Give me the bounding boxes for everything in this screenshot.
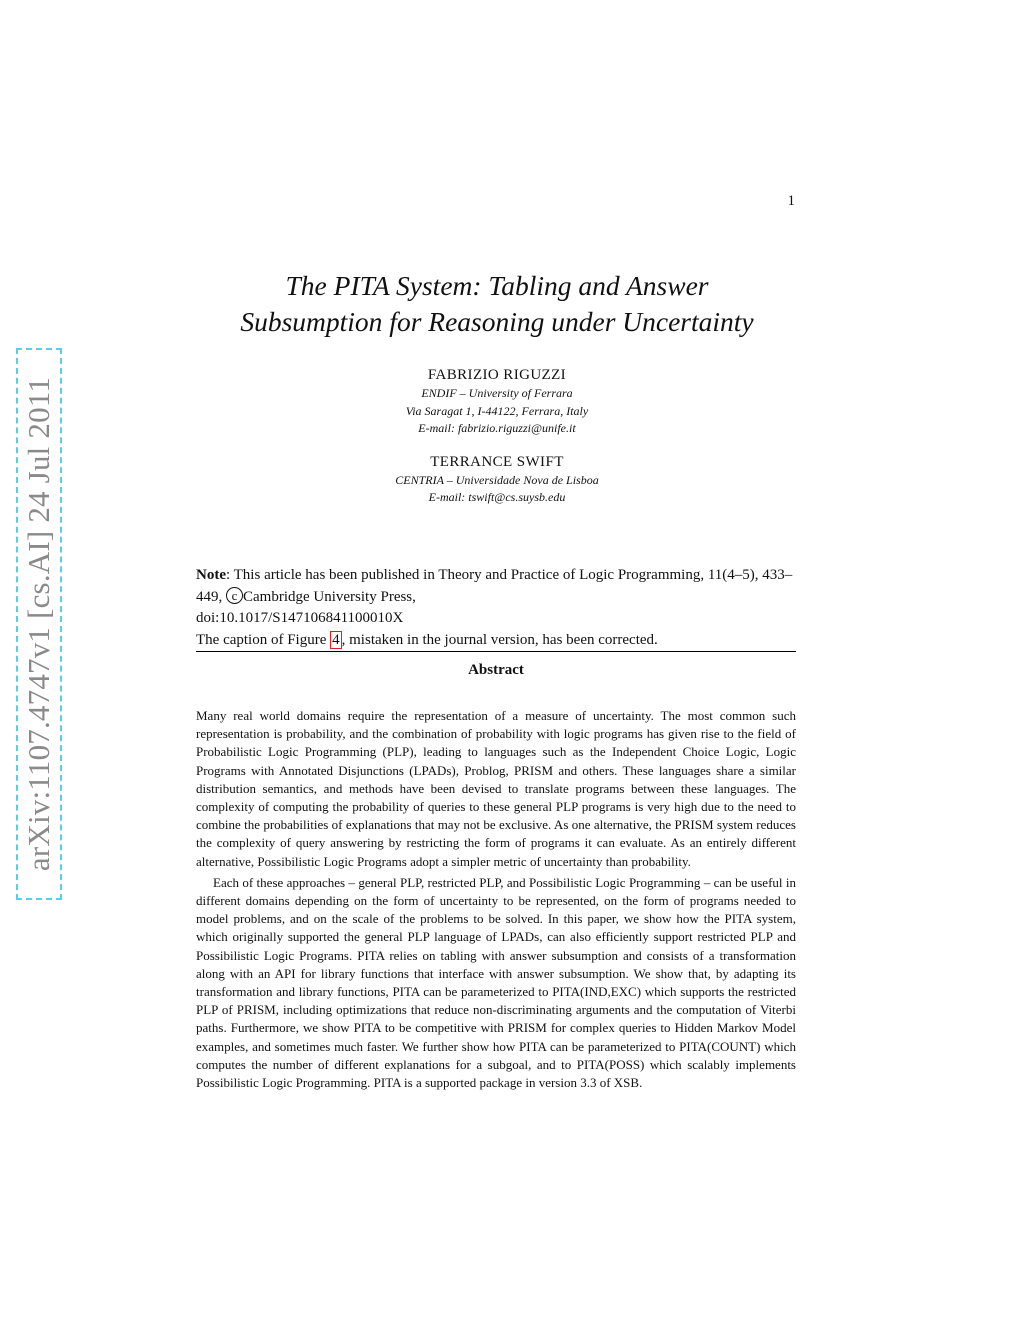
arxiv-identifier: arXiv:1107.4747v1 [cs.AI] 24 Jul 2011: [21, 376, 56, 872]
author-email: E-mail: tswift@cs.suysb.edu: [428, 490, 566, 504]
page-number: 1: [787, 193, 795, 209]
abstract-paragraph: Many real world domains require the representation of a measure of uncertainty. The most common such representation is probability, and the combination of probability with logic programs has given rise to the field of Probabilistic Logic Programming (PLP), leading to languages such as the Independent Choice Logic, Logic Programs with Annotated Disjunctions (LPADs), Problog, PRISM and others. These languages share a similar distribution semantics, and methods have been devised to translate programs between these languages. The complexity of computing the probability of queries to these general PLP programs is very high due to the need to combine the probabilities of explanations that may not be exclusive. As one alternative, the PRISM system reduces the complexity of query answering by restricting the form of programs it can evaluate. As an entirely different alternative, Possibilistic Logic Programs adopt a simpler metric of uncertainty than probability.: [196, 708, 796, 869]
author-name: TERRANCE SWIFT: [430, 453, 564, 470]
author-list: [200, 365, 794, 521]
figure-link[interactable]: 4: [332, 631, 340, 648]
copyright-symbol: c: [226, 587, 243, 604]
arxiv-stamp: [16, 348, 62, 900]
affiliation-line: CENTRIA – Universidade Nova de Lisboa: [395, 472, 599, 487]
author-name: FABRIZIO RIGUZZI: [427, 367, 567, 383]
paper-title: [150, 268, 844, 340]
abstract-body: [196, 707, 796, 1092]
author-riguzzi: [200, 365, 794, 438]
note-label: Note: [196, 567, 226, 583]
author-swift: [200, 452, 794, 507]
doi-text: doi:10.1017/S147106841100010X: [196, 610, 404, 626]
note-divider: [196, 651, 796, 652]
publication-note: [196, 565, 796, 651]
title-line-2: Subsumption for Reasoning under Uncertainty: [240, 306, 754, 337]
note-text: : This article has been published in Theory and Practice of Logic Programming, 11(4–5), 433–449,: [196, 567, 793, 605]
affiliation-line: Via Saragat 1, I-44122, Ferrara, Italy: [405, 403, 589, 418]
caption-note-end: , mistaken in the journal version, has been corrected.: [341, 631, 658, 648]
caption-note: The caption of Figure: [196, 631, 331, 648]
affiliation-line: ENDIF – University of Ferrara: [421, 386, 573, 400]
abstract-paragraph: Each of these approaches – general PLP, restricted PLP, and Possibilistic Logic Programming – can be useful in different domains depending on the form of uncertainty to be represented, on the form of programs needed to model problems, and on the scale of the problems to be solved. In this paper, we show how the PITA system, which originally supported the general PLP language of LPADs, can also efficiently support restricted PLP and Possibilistic Logic Programs. PITA relies on tabling with answer subsumption and consists of a transformation along with an API for library functions that interface with answer subsumption. We show that, by adapting its transformation and library functions, PITA can be parameterized to PITA(IND,EXC) which supports the restricted PLP of PRISM, including optimizations that reduce non-discriminating arguments and the computation of Viterbi paths. Furthermore, we show PITA to be competitive with PRISM for complex queries to Hidden Markov Model examples, and sometimes much faster. We further show how PITA can be parameterized to PITA(COUNT) which computes the number of different explanations for a subgoal, and to PITA(POSS) which scalably implements Possibilistic Logic Programming. PITA is a supported package in version 3.3 of XSB.: [196, 874, 796, 1091]
publisher-text: Cambridge University Press,: [243, 588, 416, 605]
abstract-heading: Abstract: [468, 662, 524, 678]
title-line-1: The PITA System: Tabling and Answer: [285, 270, 709, 301]
author-email: E-mail: fabrizio.riguzzi@unife.it: [418, 421, 576, 435]
